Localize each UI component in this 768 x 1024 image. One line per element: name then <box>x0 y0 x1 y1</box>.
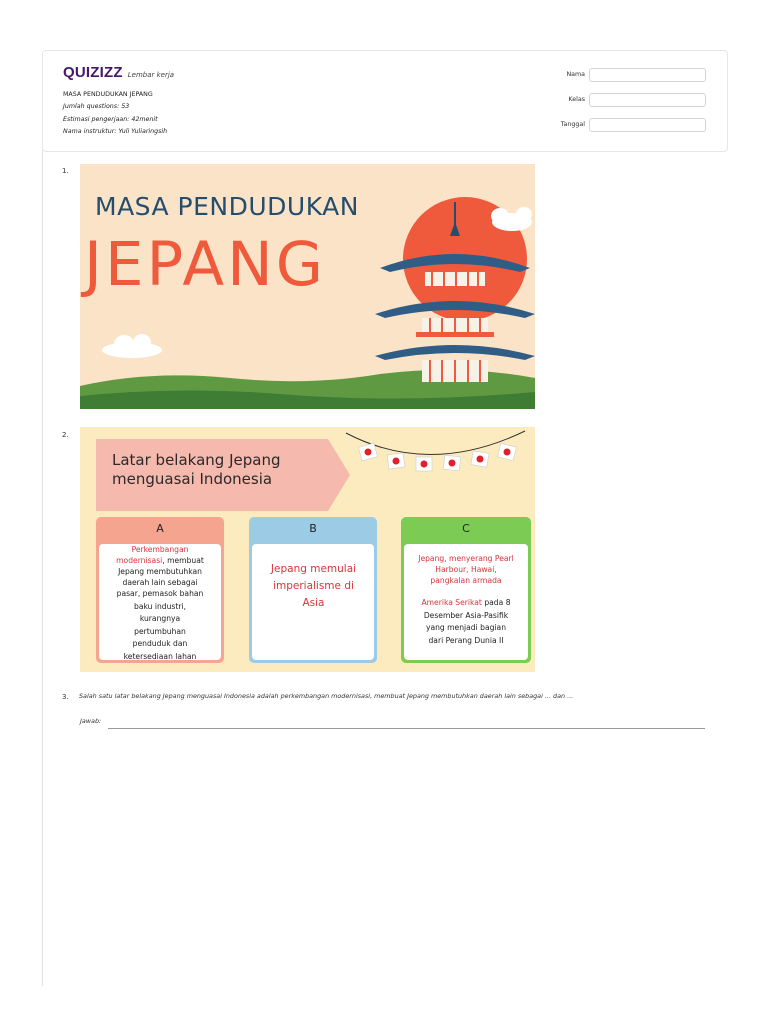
column-b-line-1: Jepang memulai <box>270 563 357 575</box>
column-a-red-1: Perkembangan <box>131 545 189 554</box>
column-a-list <box>103 588 217 664</box>
column-c-red-tail: Amerika Serikat <box>421 598 482 607</box>
column-a-intro <box>103 544 217 588</box>
column-c-line-2: yang menjadi bagian <box>425 623 507 633</box>
name-field[interactable] <box>589 68 706 82</box>
column-a-list-3: kurangnya <box>139 614 181 624</box>
date-label: Tanggal <box>560 121 585 128</box>
date-field[interactable] <box>589 118 706 132</box>
column-c-rest <box>406 597 526 647</box>
question-2-image <box>80 427 535 672</box>
column-a-list-4: pertumbuhan <box>134 626 186 636</box>
answer-label: Jawab: <box>80 717 102 725</box>
column-c-red-3: pangkalan armada <box>430 576 502 585</box>
estimate-time: Estimasi pengerjaan: 42menit <box>63 115 158 123</box>
quizizz-logo: QUIZIZZ <box>63 64 123 81</box>
column-a-body <box>99 544 221 660</box>
column-a-text-2: Jepang membutuhkan <box>118 567 202 576</box>
class-field[interactable] <box>589 93 706 107</box>
worksheet-meta <box>63 89 167 139</box>
column-a-text-1: , membuat <box>162 556 204 565</box>
banner-line1: Latar belakang Jepang <box>112 451 281 469</box>
column-c-red-1: Jepang, menyerang Pearl <box>418 554 514 563</box>
column-b-head: B <box>309 522 317 535</box>
column-b <box>249 517 377 663</box>
column-c-head: C <box>462 522 470 535</box>
column-a <box>96 517 224 663</box>
image-title-line1: MASA PENDUDUKAN <box>95 192 359 221</box>
column-c-red-2: Harbour, Hawai, <box>435 565 497 574</box>
question-1-number: 1. <box>62 167 69 175</box>
column-a-list-5: penduduk dan <box>132 639 188 649</box>
name-label: Nama <box>566 71 585 78</box>
banner-line2: menguasai Indonesia <box>112 470 273 488</box>
question-1-image <box>80 164 535 409</box>
sheet-left-border <box>42 150 43 986</box>
column-a-list-6: ketersediaan lahan <box>123 651 197 661</box>
column-a-list-1: pasar, pemasok bahan <box>116 589 204 598</box>
column-b-body <box>252 544 374 660</box>
column-c-line-1: Desember Asia-Pasifik <box>423 610 509 620</box>
worksheet-title: MASA PENDUDUKAN JEPANG <box>63 91 153 98</box>
column-c-body <box>404 544 528 660</box>
class-label: Kelas <box>568 96 585 103</box>
column-a-red-2: modernisasi <box>116 556 163 565</box>
column-a-list-2: baku industri, <box>134 601 186 611</box>
banner-title <box>112 451 280 489</box>
column-a-head: A <box>156 522 164 535</box>
question-2-number: 2. <box>62 431 69 439</box>
instructor-name: Nama instruktur: Yuli Yuliaringsih <box>63 128 168 136</box>
column-c-intro <box>406 553 526 586</box>
column-b-text <box>256 561 371 612</box>
logo-row <box>63 64 174 81</box>
column-b-line-2: imperialisme di <box>273 580 354 592</box>
column-b-line-3: Asia <box>302 597 325 609</box>
answer-line[interactable] <box>108 728 705 729</box>
column-c-line-3: dari Perang Dunia II <box>428 635 504 645</box>
logo-subtitle: Lembar kerja <box>127 71 175 79</box>
column-a-text-3: daerah lain sebagai <box>122 578 198 587</box>
column-c-tail: pada 8 <box>481 598 511 607</box>
column-c <box>401 517 531 663</box>
question-3-number: 3. <box>62 693 69 701</box>
worksheet-header <box>42 50 728 152</box>
image-title-line2: JEPANG <box>84 229 327 300</box>
question-3-text: Salah satu latar belakang Jepang menguasai Indonesia adalah perkembangan modernisasi, membuat Jepang membutuhkan daerah lain sebagai ... dan ... <box>79 692 574 700</box>
questions-count: Jumlah questions: 53 <box>63 103 130 111</box>
